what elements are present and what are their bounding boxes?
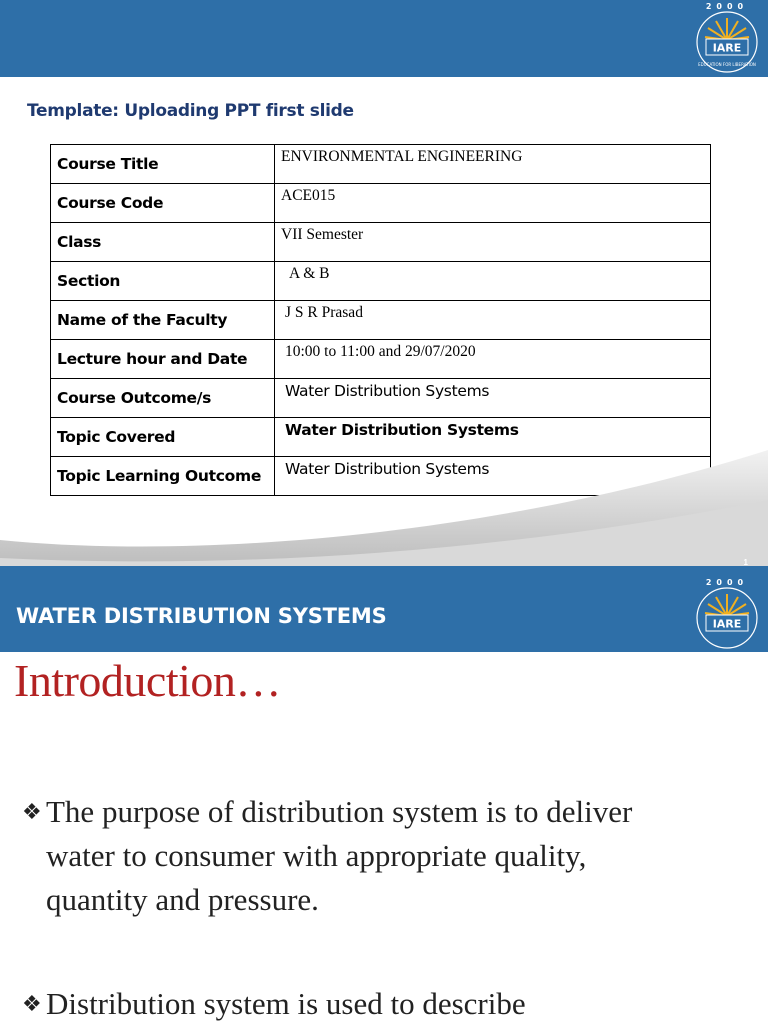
row-value: Water Distribution Systems	[275, 379, 711, 418]
row-value: J S R Prasad	[275, 301, 711, 340]
table-row	[51, 340, 711, 379]
iare-logo	[694, 2, 760, 74]
bullet-line: water to consumer with appropriate quality,	[46, 838, 587, 873]
row-value: Water Distribution Systems	[275, 418, 711, 457]
table-row	[51, 262, 711, 301]
row-label: Lecture hour and Date	[51, 340, 275, 379]
logo-motto: EDUCATION FOR LIBERATION	[698, 62, 756, 67]
row-value: 10:00 to 11:00 and 29/07/2020	[275, 340, 711, 379]
row-label: Topic Learning Outcome	[51, 457, 275, 496]
row-value: A & B	[275, 262, 711, 301]
logo-emblem-icon	[694, 10, 760, 74]
table-row	[51, 379, 711, 418]
header-bar	[0, 0, 768, 77]
iare-logo	[694, 578, 760, 650]
bullet-item	[22, 982, 526, 1024]
bullet-line: Distribution system is used to describe	[46, 986, 526, 1021]
table-row	[51, 184, 711, 223]
intro-heading: Introduction…	[14, 655, 281, 706]
row-label: Name of the Faculty	[51, 301, 275, 340]
row-label: Course Title	[51, 145, 275, 184]
row-label: Course Code	[51, 184, 275, 223]
diamond-bullet-icon: ❖	[22, 991, 42, 1016]
slide-title: WATER DISTRIBUTION SYSTEMS	[16, 604, 387, 628]
table-row	[51, 145, 711, 184]
bullet-line: quantity and pressure.	[46, 882, 319, 917]
row-label: Section	[51, 262, 275, 301]
logo-text: IARE	[712, 617, 742, 631]
bullet-line: The purpose of distribution system is to deliver	[46, 794, 633, 829]
row-value: ACE015	[275, 184, 711, 223]
logo-text: IARE	[712, 41, 742, 55]
logo-emblem-icon	[694, 586, 760, 650]
table-row	[51, 301, 711, 340]
table-row	[51, 223, 711, 262]
row-label: Topic Covered	[51, 418, 275, 457]
template-heading: Template: Uploading PPT first slide	[27, 101, 354, 121]
row-value: ENVIRONMENTAL ENGINEERING	[275, 145, 711, 184]
page-number: 1	[743, 558, 748, 567]
bullet-item	[22, 790, 632, 922]
logo-year: 2000	[705, 578, 749, 587]
row-label: Course Outcome/s	[51, 379, 275, 418]
row-label: Class	[51, 223, 275, 262]
row-value: Water Distribution Systems	[275, 457, 711, 496]
slide-2	[0, 576, 768, 1024]
row-value: VII Semester	[275, 223, 711, 262]
logo-year: 2000	[705, 2, 749, 11]
footer-swoosh	[0, 440, 768, 576]
diamond-bullet-icon: ❖	[22, 799, 42, 824]
